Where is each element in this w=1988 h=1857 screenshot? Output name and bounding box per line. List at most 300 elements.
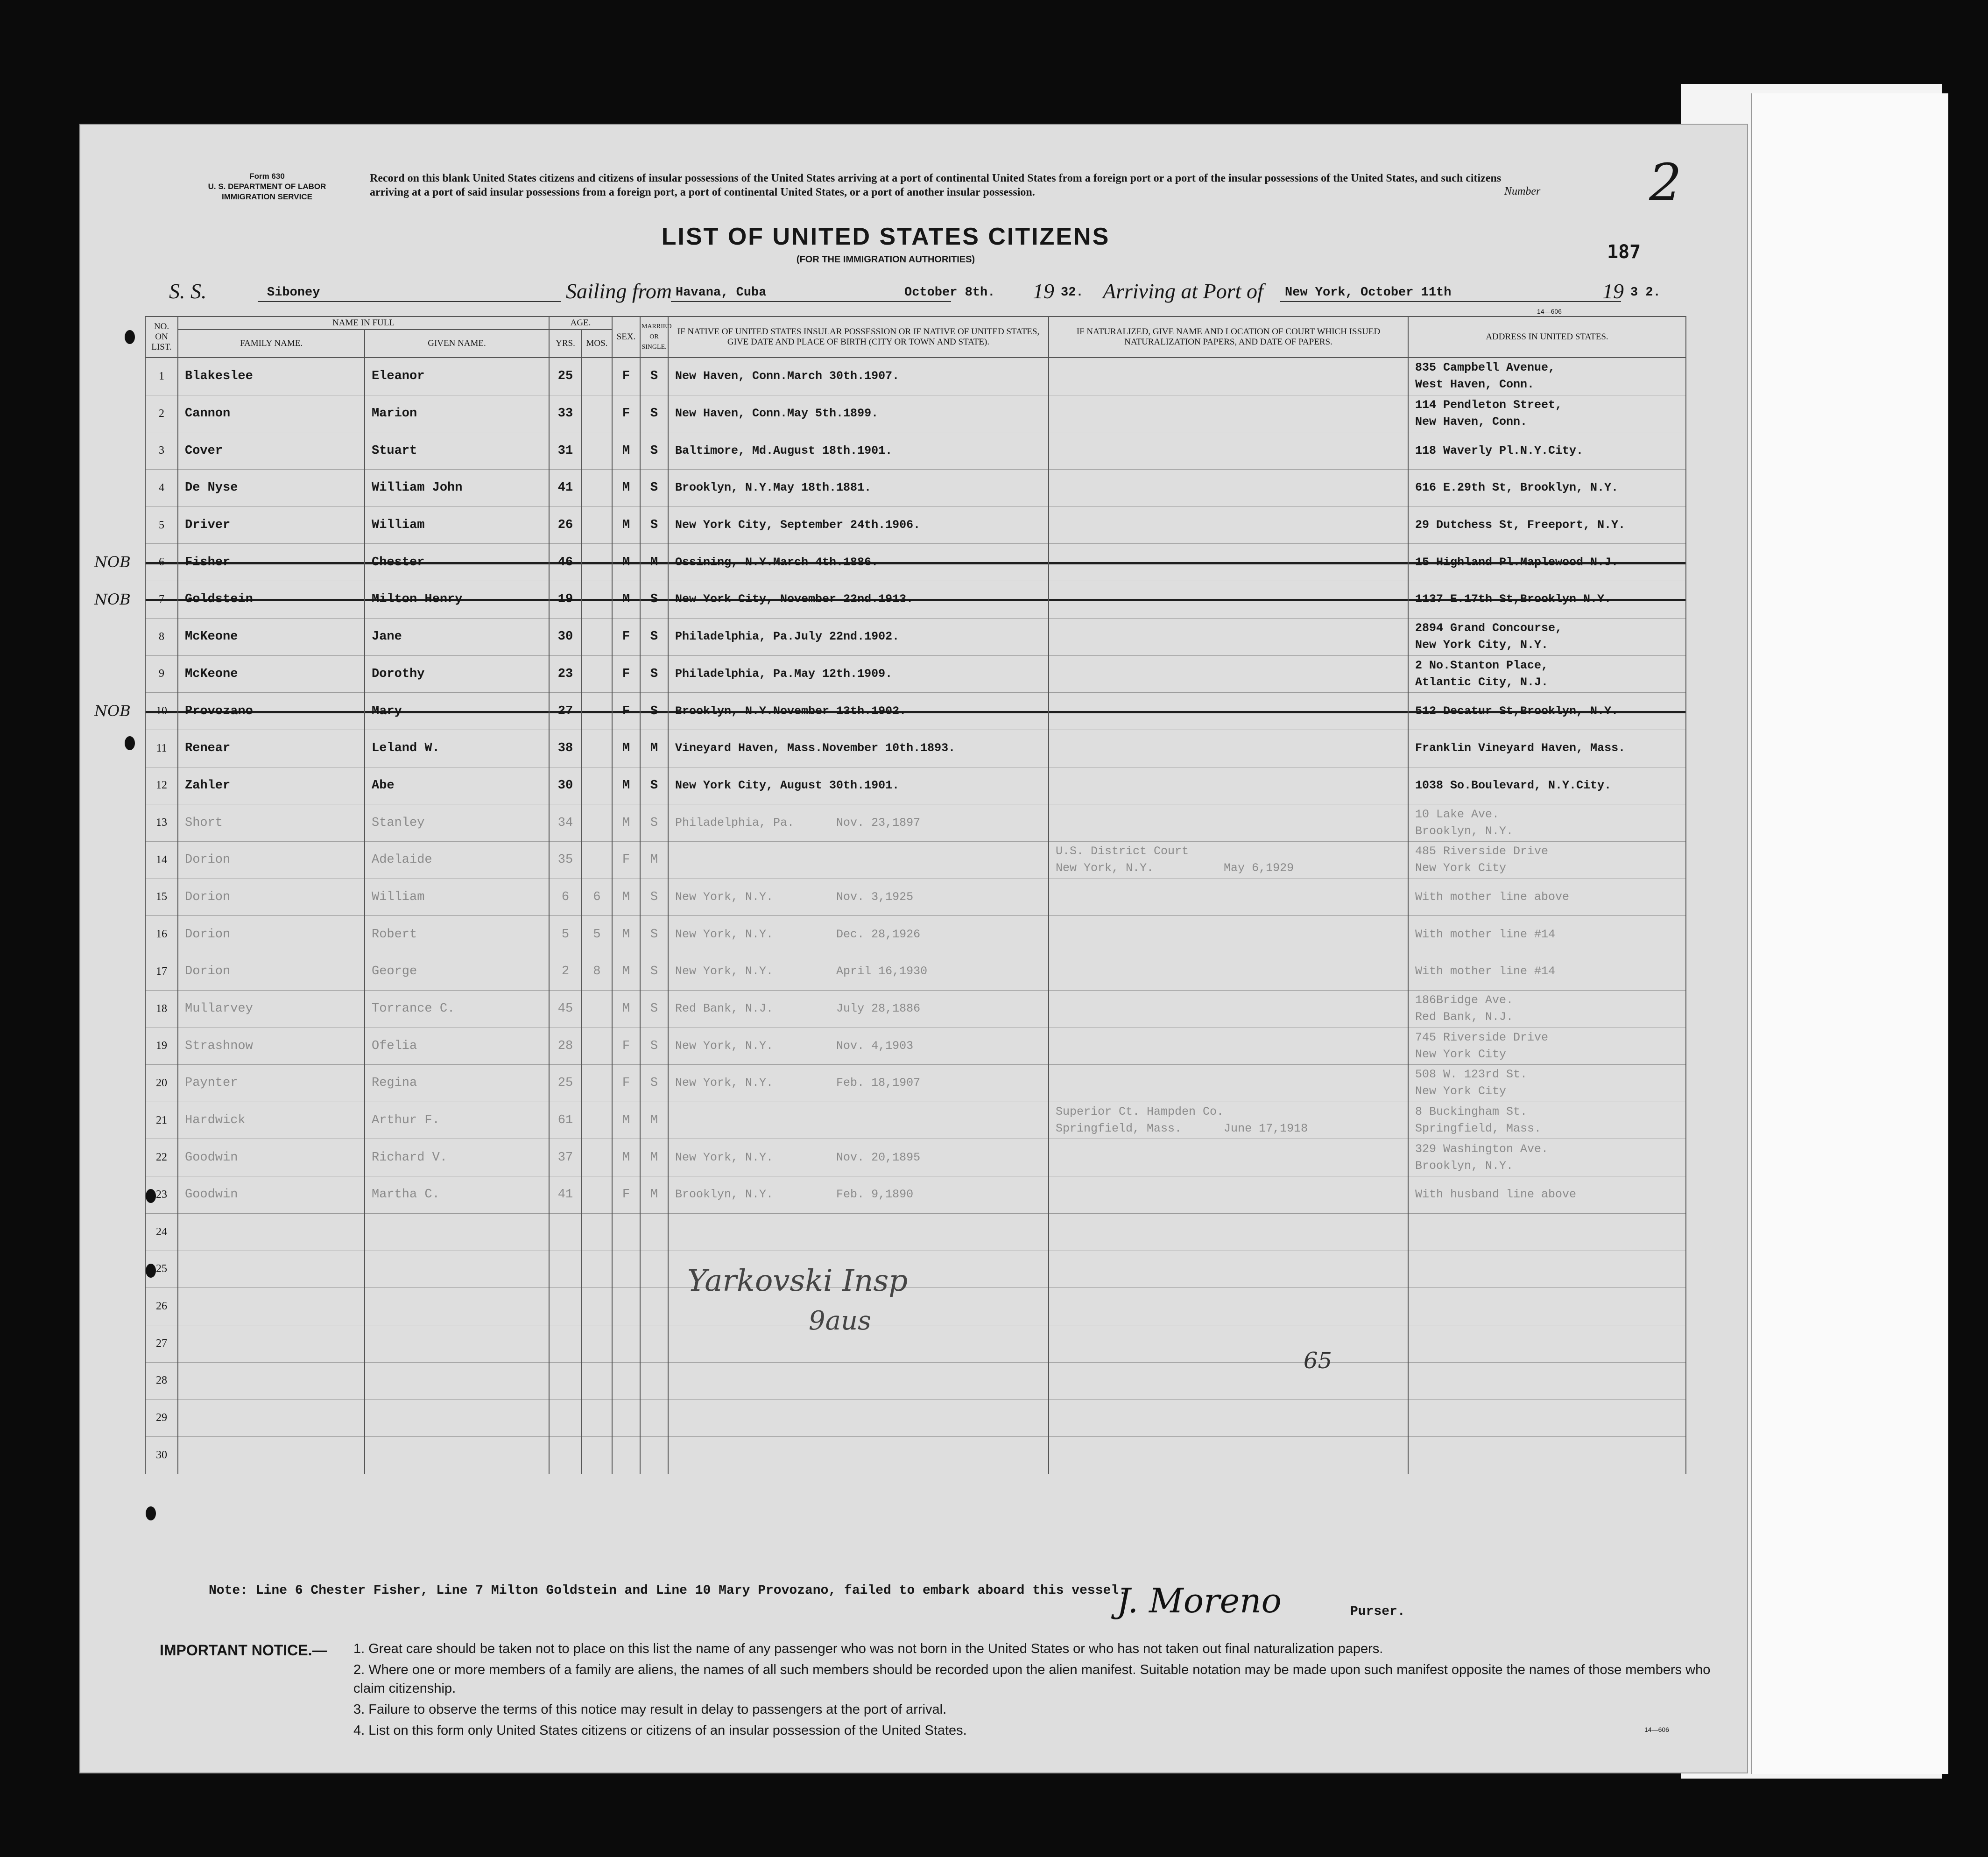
marital-status bbox=[640, 1362, 668, 1400]
row-number: 7 bbox=[145, 581, 178, 619]
given-name bbox=[365, 1325, 549, 1362]
age-years: 34 bbox=[549, 804, 582, 842]
age-months bbox=[582, 395, 612, 432]
birth-place-date: Philadelphia, Pa.July 22nd.1902. bbox=[668, 618, 1049, 655]
address bbox=[1408, 1400, 1686, 1437]
row-number: 2 bbox=[145, 395, 178, 432]
age-months bbox=[582, 1362, 612, 1400]
age-months bbox=[582, 1288, 612, 1325]
age-months bbox=[582, 730, 612, 767]
punch-hole bbox=[125, 736, 135, 750]
stamp-number: 187 bbox=[1607, 241, 1641, 263]
marital-status bbox=[640, 1288, 668, 1325]
family-name bbox=[178, 1436, 365, 1474]
given-name bbox=[365, 1251, 549, 1288]
naturalization bbox=[1049, 506, 1408, 544]
family-name: Cover bbox=[178, 432, 365, 470]
col-married-single: MARRIED OR SINGLE. bbox=[640, 317, 668, 358]
row-number: 29 bbox=[145, 1400, 178, 1437]
ss-label: S. S. bbox=[169, 279, 207, 303]
family-name: Dorion bbox=[178, 953, 365, 991]
birth-place-date: Ossining, N.Y.March 4th.1886. bbox=[668, 544, 1049, 581]
age-years: 28 bbox=[549, 1027, 582, 1065]
given-name: Stanley bbox=[365, 804, 549, 842]
marital-status: S bbox=[640, 432, 668, 470]
col-naturalized: IF NATURALIZED, GIVE NAME AND LOCATION OF COURT WHICH ISSUED NATURALIZATION PAPERS, AND DATE OF PAPERS. bbox=[1049, 317, 1408, 358]
age-months bbox=[582, 1251, 612, 1288]
age-months bbox=[582, 1102, 612, 1139]
age-months bbox=[582, 358, 612, 395]
family-name: McKeone bbox=[178, 618, 365, 655]
row-number: 13 bbox=[145, 804, 178, 842]
given-name: Martha C. bbox=[365, 1176, 549, 1214]
naturalization bbox=[1049, 470, 1408, 507]
given-name: Regina bbox=[365, 1065, 549, 1102]
address: Franklin Vineyard Haven, Mass. bbox=[1408, 730, 1686, 767]
marital-status: M bbox=[640, 1176, 668, 1214]
table-row bbox=[145, 1176, 1686, 1214]
sex: M bbox=[612, 1139, 640, 1176]
given-name bbox=[365, 1362, 549, 1400]
age-months bbox=[582, 544, 612, 581]
address bbox=[1408, 1251, 1686, 1288]
naturalization bbox=[1049, 953, 1408, 991]
marital-status: S bbox=[640, 470, 668, 507]
marital-status bbox=[640, 1213, 668, 1251]
age-months bbox=[582, 506, 612, 544]
family-name: Dorion bbox=[178, 916, 365, 953]
table-row bbox=[145, 581, 1686, 619]
col-birth: IF NATIVE OF UNITED STATES INSULAR POSSESSION OR IF NATIVE OF UNITED STATES, GIVE DATE AND PLACE OF BIRTH (CITY OR TOWN AND STATE). bbox=[668, 317, 1049, 358]
naturalization bbox=[1049, 1065, 1408, 1102]
page-title: LIST OF UNITED STATES CITIZENS bbox=[661, 223, 1110, 250]
sex: F bbox=[612, 358, 640, 395]
given-name: Stuart bbox=[365, 432, 549, 470]
age-years: 6 bbox=[549, 879, 582, 916]
table-row bbox=[145, 1102, 1686, 1139]
age-months bbox=[582, 432, 612, 470]
record-instructions: Record on this blank United States citizens and citizens of insular possessions of the United States arriving at a port of continental United States from a foreign port or a port of the insular possessions of the United States, and such citizens arriving at a port of said insular possessions from a foreign port, a port of continental United States, or a port of another insular possession. bbox=[370, 172, 1502, 198]
sex: F bbox=[612, 841, 640, 879]
age-months bbox=[582, 841, 612, 879]
birth-place-date: Brooklyn, N.Y.May 18th.1881. bbox=[668, 470, 1049, 507]
naturalization bbox=[1049, 1251, 1408, 1288]
sex: M bbox=[612, 730, 640, 767]
family-name: Goodwin bbox=[178, 1176, 365, 1214]
address: With mother line #14 bbox=[1408, 953, 1686, 991]
inspector-signature: Yarkovski Insp bbox=[687, 1264, 908, 1298]
manifest-sheet bbox=[79, 124, 1748, 1773]
arrival-port-date: New York, October 11th bbox=[1285, 286, 1452, 300]
marital-status: S bbox=[640, 358, 668, 395]
age-years bbox=[549, 1400, 582, 1437]
given-name: Marion bbox=[365, 395, 549, 432]
family-name: Blakeslee bbox=[178, 358, 365, 395]
given-name: Chester bbox=[365, 544, 549, 581]
naturalization bbox=[1049, 1362, 1408, 1400]
row-number: 1 bbox=[145, 358, 178, 395]
sex: M bbox=[612, 879, 640, 916]
naturalization bbox=[1049, 767, 1408, 804]
age-years: 26 bbox=[549, 506, 582, 544]
table-row bbox=[145, 1213, 1686, 1251]
table-row bbox=[145, 1139, 1686, 1176]
row-number: 16 bbox=[145, 916, 178, 953]
birth-place-date: Brooklyn, N.Y.November 13th.1902. bbox=[668, 693, 1049, 730]
age-years: 30 bbox=[549, 618, 582, 655]
address: 10 Lake Ave. Brooklyn, N.Y. bbox=[1408, 804, 1686, 842]
marital-status: S bbox=[640, 1027, 668, 1065]
sex: M bbox=[612, 916, 640, 953]
family-name: Zahler bbox=[178, 767, 365, 804]
given-name: Leland W. bbox=[365, 730, 549, 767]
age-months bbox=[582, 1436, 612, 1474]
age-years: 37 bbox=[549, 1139, 582, 1176]
address bbox=[1408, 1436, 1686, 1474]
address: 485 Riverside Drive New York City bbox=[1408, 841, 1686, 879]
sex: M bbox=[612, 544, 640, 581]
age-years: 45 bbox=[549, 990, 582, 1027]
address: 1038 So.Boulevard, N.Y.City. bbox=[1408, 767, 1686, 804]
birth-place-date: New York City, November 22nd.1913. bbox=[668, 581, 1049, 619]
birth-place-date bbox=[668, 1102, 1049, 1139]
sex: F bbox=[612, 395, 640, 432]
table-row bbox=[145, 1027, 1686, 1065]
family-name: Goodwin bbox=[178, 1139, 365, 1176]
naturalization bbox=[1049, 693, 1408, 730]
sex: M bbox=[612, 470, 640, 507]
naturalization bbox=[1049, 544, 1408, 581]
naturalization bbox=[1049, 879, 1408, 916]
marital-status: S bbox=[640, 618, 668, 655]
naturalization bbox=[1049, 990, 1408, 1027]
age-months bbox=[582, 1065, 612, 1102]
family-name: Cannon bbox=[178, 395, 365, 432]
marital-status bbox=[640, 1436, 668, 1474]
table-row bbox=[145, 916, 1686, 953]
arrival-year-prefix: 19 bbox=[1602, 279, 1624, 303]
age-months bbox=[582, 1400, 612, 1437]
embark-note: Note: Line 6 Chester Fisher, Line 7 Milton Goldstein and Line 10 Mary Provozano, failed to embark aboard this vessel. bbox=[209, 1583, 1127, 1598]
notice-2: 2. Where one or more members of a family are aliens, the names of all such members should be recorded upon the alien manifest. Suitable notation may be made upon such manifest opposite the names of those members who claim citizenship. bbox=[353, 1662, 1711, 1696]
age-months bbox=[582, 1139, 612, 1176]
sex: F bbox=[612, 693, 640, 730]
birth-place-date: Baltimore, Md.August 18th.1901. bbox=[668, 432, 1049, 470]
table-row bbox=[145, 1065, 1686, 1102]
address bbox=[1408, 1213, 1686, 1251]
age-months: 8 bbox=[582, 953, 612, 991]
age-months bbox=[582, 655, 612, 693]
marital-status: M bbox=[640, 730, 668, 767]
age-months: 6 bbox=[582, 879, 612, 916]
birth-place-date bbox=[668, 1400, 1049, 1437]
row-number: 25 bbox=[145, 1251, 178, 1288]
col-family-name: FAMILY NAME. bbox=[178, 330, 365, 358]
family-name bbox=[178, 1362, 365, 1400]
family-name: Provozano bbox=[178, 693, 365, 730]
address: 512 Decatur St,Brooklyn, N.Y. bbox=[1408, 693, 1686, 730]
age-years: 38 bbox=[549, 730, 582, 767]
sex: M bbox=[612, 1102, 640, 1139]
family-name: Strashnow bbox=[178, 1027, 365, 1065]
marital-status bbox=[640, 1400, 668, 1437]
given-name: Eleanor bbox=[365, 358, 549, 395]
punch-hole bbox=[146, 1506, 156, 1520]
col-mos: MOS. bbox=[582, 330, 612, 358]
naturalization bbox=[1049, 730, 1408, 767]
number-label: Number bbox=[1504, 185, 1541, 197]
given-name bbox=[365, 1436, 549, 1474]
table-row bbox=[145, 990, 1686, 1027]
family-name: Short bbox=[178, 804, 365, 842]
age-months bbox=[582, 1213, 612, 1251]
age-months bbox=[582, 1176, 612, 1214]
sex: M bbox=[612, 990, 640, 1027]
address: With husband line above bbox=[1408, 1176, 1686, 1214]
marital-status: S bbox=[640, 879, 668, 916]
family-name: Dorion bbox=[178, 879, 365, 916]
marital-status: S bbox=[640, 953, 668, 991]
age-years bbox=[549, 1213, 582, 1251]
marital-status: S bbox=[640, 693, 668, 730]
family-name: Renear bbox=[178, 730, 365, 767]
table-row bbox=[145, 506, 1686, 544]
address: 1137 E.17th St,Brooklyn N.Y. bbox=[1408, 581, 1686, 619]
age-months bbox=[582, 767, 612, 804]
sex: M bbox=[612, 506, 640, 544]
age-months bbox=[582, 581, 612, 619]
form-code: 14—606 bbox=[1644, 1726, 1669, 1733]
sail-date: October 8th. bbox=[904, 286, 995, 300]
birth-place-date: Red Bank, N.J. July 28,1886 bbox=[668, 990, 1049, 1027]
age-years: 61 bbox=[549, 1102, 582, 1139]
age-years bbox=[549, 1288, 582, 1325]
address: 616 E.29th St, Brooklyn, N.Y. bbox=[1408, 470, 1686, 507]
sex: F bbox=[612, 1027, 640, 1065]
arrival-year: 3 2. bbox=[1630, 286, 1661, 300]
sex: M bbox=[612, 953, 640, 991]
row-number: 6 bbox=[145, 544, 178, 581]
marital-status: S bbox=[640, 767, 668, 804]
given-name: Robert bbox=[365, 916, 549, 953]
table-row bbox=[145, 544, 1686, 581]
row-number: 26 bbox=[145, 1288, 178, 1325]
table-row bbox=[145, 953, 1686, 991]
ship-name: Siboney bbox=[267, 286, 320, 300]
birth-place-date: New York, N.Y. April 16,1930 bbox=[668, 953, 1049, 991]
naturalization bbox=[1049, 432, 1408, 470]
given-name: George bbox=[365, 953, 549, 991]
given-name bbox=[365, 1288, 549, 1325]
table-row bbox=[145, 358, 1686, 395]
not-on-board-mark: NOB bbox=[94, 702, 131, 720]
age-months bbox=[582, 1027, 612, 1065]
birth-place-date: New York, N.Y. Nov. 20,1895 bbox=[668, 1139, 1049, 1176]
birth-place-date: New York, N.Y. Dec. 28,1926 bbox=[668, 916, 1049, 953]
birth-place-date: New Haven, Conn.March 30th.1907. bbox=[668, 358, 1049, 395]
age-years: 25 bbox=[549, 1065, 582, 1102]
age-years: 41 bbox=[549, 1176, 582, 1214]
age-months bbox=[582, 990, 612, 1027]
birth-place-date: Brooklyn, N.Y. Feb. 9,1890 bbox=[668, 1176, 1049, 1214]
given-name: Dorothy bbox=[365, 655, 549, 693]
row-number: 30 bbox=[145, 1436, 178, 1474]
sex bbox=[612, 1213, 640, 1251]
birth-place-date: New York, N.Y. Nov. 3,1925 bbox=[668, 879, 1049, 916]
birth-place-date: New York, N.Y. Nov. 4,1903 bbox=[668, 1027, 1049, 1065]
given-name: William bbox=[365, 506, 549, 544]
row-number: 3 bbox=[145, 432, 178, 470]
marital-status: S bbox=[640, 804, 668, 842]
row-number: 5 bbox=[145, 506, 178, 544]
given-name: Ofelia bbox=[365, 1027, 549, 1065]
passenger-table bbox=[145, 316, 1686, 1474]
page-mark: 65 bbox=[1304, 1348, 1332, 1374]
row-number: 11 bbox=[145, 730, 178, 767]
marital-status: M bbox=[640, 841, 668, 879]
row-number: 8 bbox=[145, 618, 178, 655]
notice-4: 4. List on this form only United States citizens or citizens of an insular possession of the United States. bbox=[353, 1723, 967, 1738]
notice-label: IMPORTANT NOTICE.— bbox=[160, 1642, 327, 1659]
background-sheet-edge bbox=[1751, 93, 1948, 1774]
age-years: 41 bbox=[549, 470, 582, 507]
table-row bbox=[145, 730, 1686, 767]
not-on-board-mark: NOB bbox=[94, 553, 131, 571]
sex bbox=[612, 1400, 640, 1437]
table-row bbox=[145, 767, 1686, 804]
age-years: 2 bbox=[549, 953, 582, 991]
sex: F bbox=[612, 655, 640, 693]
marital-status: S bbox=[640, 581, 668, 619]
punch-hole bbox=[125, 330, 135, 344]
table-row bbox=[145, 1362, 1686, 1400]
row-number: 22 bbox=[145, 1139, 178, 1176]
sex: F bbox=[612, 618, 640, 655]
family-name bbox=[178, 1251, 365, 1288]
table-row bbox=[145, 1251, 1686, 1288]
row-number: 23 bbox=[145, 1176, 178, 1214]
address: 2894 Grand Concourse, New York City, N.Y. bbox=[1408, 618, 1686, 655]
family-name: Goldstein bbox=[178, 581, 365, 619]
given-name: Torrance C. bbox=[365, 990, 549, 1027]
naturalization bbox=[1049, 1325, 1408, 1362]
age-years bbox=[549, 1325, 582, 1362]
naturalization bbox=[1049, 1213, 1408, 1251]
age-months bbox=[582, 470, 612, 507]
naturalization bbox=[1049, 581, 1408, 619]
naturalization bbox=[1049, 655, 1408, 693]
age-years: 33 bbox=[549, 395, 582, 432]
col-name-in-full: NAME IN FULL bbox=[178, 317, 549, 330]
sex: F bbox=[612, 1065, 640, 1102]
table-row bbox=[145, 693, 1686, 730]
col-sex: SEX. bbox=[612, 317, 640, 358]
table-row bbox=[145, 1400, 1686, 1437]
birth-place-date: New Haven, Conn.May 5th.1899. bbox=[668, 395, 1049, 432]
sex: M bbox=[612, 767, 640, 804]
naturalization bbox=[1049, 618, 1408, 655]
table-row bbox=[145, 1325, 1686, 1362]
row-number: 4 bbox=[145, 470, 178, 507]
naturalization bbox=[1049, 1139, 1408, 1176]
family-name bbox=[178, 1288, 365, 1325]
page-subtitle: (FOR THE IMMIGRATION AUTHORITIES) bbox=[796, 254, 975, 265]
given-name: William John bbox=[365, 470, 549, 507]
marital-status: S bbox=[640, 395, 668, 432]
age-months: 5 bbox=[582, 916, 612, 953]
address: With mother line #14 bbox=[1408, 916, 1686, 953]
table-row bbox=[145, 618, 1686, 655]
table-row bbox=[145, 432, 1686, 470]
marital-status: M bbox=[640, 544, 668, 581]
row-number: 27 bbox=[145, 1325, 178, 1362]
age-years: 25 bbox=[549, 358, 582, 395]
naturalization bbox=[1049, 916, 1408, 953]
naturalization bbox=[1049, 1436, 1408, 1474]
sail-year: 32. bbox=[1061, 286, 1084, 300]
row-number: 19 bbox=[145, 1027, 178, 1065]
family-name: Dorion bbox=[178, 841, 365, 879]
sex bbox=[612, 1325, 640, 1362]
marital-status: S bbox=[640, 506, 668, 544]
birth-place-date bbox=[668, 1436, 1049, 1474]
table-row bbox=[145, 841, 1686, 879]
row-number: 18 bbox=[145, 990, 178, 1027]
address bbox=[1408, 1325, 1686, 1362]
sailing-label: Sailing from bbox=[566, 279, 672, 303]
birth-place-date bbox=[668, 1362, 1049, 1400]
from-port: Havana, Cuba bbox=[676, 286, 767, 300]
given-name: Adelaide bbox=[365, 841, 549, 879]
row-number: 9 bbox=[145, 655, 178, 693]
address: 329 Washington Ave. Brooklyn, N.Y. bbox=[1408, 1139, 1686, 1176]
marital-status: M bbox=[640, 1102, 668, 1139]
number-value: 2 bbox=[1649, 153, 1682, 212]
given-name bbox=[365, 1400, 549, 1437]
address bbox=[1408, 1288, 1686, 1325]
given-name: Abe bbox=[365, 767, 549, 804]
naturalization bbox=[1049, 804, 1408, 842]
age-months bbox=[582, 618, 612, 655]
arriving-label: Arriving at Port of bbox=[1103, 279, 1263, 303]
row-number: 12 bbox=[145, 767, 178, 804]
table-row bbox=[145, 395, 1686, 432]
family-name: Fisher bbox=[178, 544, 365, 581]
age-years: 23 bbox=[549, 655, 582, 693]
row-number: 17 bbox=[145, 953, 178, 991]
address: 2 No.Stanton Place, Atlantic City, N.J. bbox=[1408, 655, 1686, 693]
naturalization bbox=[1049, 395, 1408, 432]
address: 118 Waverly Pl.N.Y.City. bbox=[1408, 432, 1686, 470]
family-name: Driver bbox=[178, 506, 365, 544]
marital-status: S bbox=[640, 655, 668, 693]
table-row bbox=[145, 879, 1686, 916]
naturalization bbox=[1049, 1176, 1408, 1214]
age-years bbox=[549, 1362, 582, 1400]
naturalization bbox=[1049, 1027, 1408, 1065]
inspector-initials: 9aus bbox=[809, 1306, 871, 1336]
family-name: Paynter bbox=[178, 1065, 365, 1102]
marital-status: S bbox=[640, 1065, 668, 1102]
sex: M bbox=[612, 432, 640, 470]
row-number: 20 bbox=[145, 1065, 178, 1102]
family-name bbox=[178, 1213, 365, 1251]
age-years: 31 bbox=[549, 432, 582, 470]
given-name: William bbox=[365, 879, 549, 916]
sex: M bbox=[612, 581, 640, 619]
birth-place-date: New York City, August 30th.1901. bbox=[668, 767, 1049, 804]
not-on-board-mark: NOB bbox=[94, 590, 131, 608]
